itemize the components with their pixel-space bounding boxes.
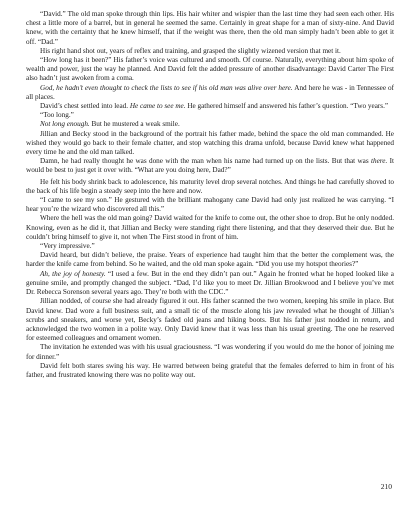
book-page-text — [26, 10, 394, 380]
paragraph: “How long has it been?” His father’s voice was cultured and smooth. Of course. Naturally, everything about him spoke of wealth and power, just the way he planned. And David felt the added pressure of another disadvantage: David Carter The First also hadn’t just awoken from a coma. — [26, 56, 394, 83]
paragraph: Not long enough. But he mustered a weak smile. — [40, 120, 180, 129]
paragraph: “Very impressive.” — [40, 242, 95, 251]
page-number: 210 — [380, 482, 392, 491]
paragraph: “David.” The old man spoke through thin lips. His hair whiter and wispier than the last time they had seen each other. His chest a little more of a barrel, but in general he seemed the same. Certainly in great shape for a man of sixty-nine. And David knew, with the certainty that he knew himself, that if the weight was there, then the old man simply hadn’t been able to get it off. “Dad.” — [26, 10, 394, 46]
paragraph: David heard, but didn’t believe, the praise. Years of experience had taught him that the better the complement was, the harder the knife came from behind. So he waited, and the old man spoke again. “Did you use my hotspot theories?” — [26, 251, 394, 269]
paragraph: “I came to see my son.” He gestured with the brilliant mahogany cane David had only just realized he was carrying. “I hear you’re the wizard who discovered all this.” — [26, 196, 394, 214]
paragraph: The invitation he extended was with his usual graciousness. “I was wondering if you would do me the honor of joining me for dinner.” — [26, 343, 394, 361]
paragraph: Where the hell was the old man going? David waited for the knife to come out, the other shoe to drop. But he only nodded. Knowing, even as he did it, that Jillian and Becky were standing right there listening, and that they deserved their due. But he couldn’t bring himself to give it, not when The First stood in front of him. — [26, 214, 394, 241]
paragraph: God, he hadn’t even thought to check the lists to see if his old man was alive over here. And here he was - in Tennessee of all places. — [26, 83, 394, 101]
paragraph: Ah, the joy of honesty. “I used a few. But in the end they didn’t pan out.” Again he fronted what he hoped looked like a genuine smile, and promptly changed the subject. “Dad, I’d like you to meet Dr. Jillian Brookwood and I believe you’ve met Dr. Rebecca Sorenson several years ago. They’re both with the CDC.” — [26, 269, 394, 297]
paragraph: Jillian and Becky stood in the background of the portrait his father made, behind the space the old man commanded. He wished they would go back to their female chatter, and stop watching this drama unfold, because David knew what happened every time he and the old man talked. — [26, 129, 394, 157]
paragraph: His right hand shot out, years of reflex and training, and grasped the slightly wizened version that met it. — [40, 46, 341, 55]
paragraph: “Too long.” — [40, 111, 74, 120]
paragraph: Damn, he had really thought he was done with the man when his name had turned up on the lists. But that was there. It would be best to just get it over with. “What are you doing here, Dad?” — [26, 157, 394, 175]
paragraph: He felt his body shrink back to adolescence, his maturity level drop several notches. And things he had carefully shoved to the back of his life begin a steady seep into the here and now. — [26, 177, 394, 195]
paragraph: David’s chest settled into lead. He came to see me. He gathered himself and answered his father’s question. “Two years.” — [40, 102, 389, 111]
paragraph: David felt both stares swing his way. He warred between being grateful that the females deferred to him in front of his father, and frustrated knowing there was no polite way out. — [26, 361, 394, 379]
paragraph: Jillian nodded, of course she had already figured it out. His father scanned the two women, keeping his smile in place. But David knew. Dad wore a full business suit, and a small tic of the muscle along his jaw revealed what he thought of Jillian’s scrubs and sneakers, and worse yet, Becky’s faded old jeans and hiking boots. But his father just nodded in return, and acknowledged the two women in a polite way. Only David knew that it was less than his usual greeting. The one he reserved for esteemed colleagues and ornament women. — [26, 297, 394, 343]
